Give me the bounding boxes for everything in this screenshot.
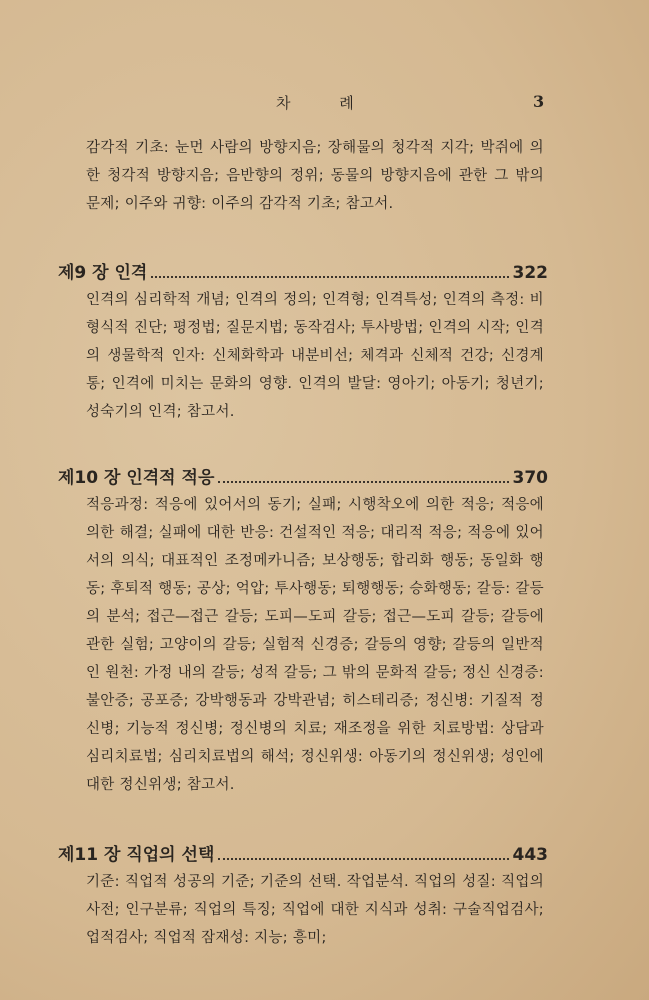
intro-text: 감각적 기초: 눈먼 사람의 방향지음; 장해물의 청각적 지각; 박쥐에 의한 청각적 방향지음; 음반향의 정위; 동물의 방향지음에 관한 그 밖의 문제; 이주와 귀향: 이주의 감각적 기초; 참고서. <box>86 140 544 212</box>
leader-dots <box>218 471 508 483</box>
leader-dots <box>218 848 508 860</box>
chapter-contents: 인격의 심리학적 개념; 인격의 정의; 인격형; 인격특성; 인격의 측정: 비형식적 진단; 평정법; 질문지법; 동작검사; 투사방법; 인격의 시작; 인격의 생물학적 인자: 신체화학과 내분비선; 체격과 신체적 건강; 신경계통; 인격에 미치는 문화의 영향. 인격의 발달: 영아기; 아동기; 청년기; 성숙기의 인격; 참고서. <box>86 292 544 420</box>
chapter-title: 제10 장 인격적 적응 <box>58 468 215 488</box>
chapter-heading <box>58 463 548 491</box>
chapter-heading <box>58 258 548 286</box>
chapter-page-number: 322 <box>512 263 548 283</box>
chapter-11 <box>58 840 548 952</box>
chapter-10 <box>58 463 548 799</box>
chapter-9 <box>58 258 548 426</box>
intro-section <box>58 134 548 218</box>
chapter-heading <box>58 840 548 868</box>
chapter-contents: 기준: 직업적 성공의 기준; 기준의 선택. 작업분석. 직업의 성질: 직업의 사전; 인구분류; 직업의 특징; 직업에 대한 지식과 성취: 구술직업검사; 업적검사; 직업적 잠재성: 지능; 흥미; <box>86 874 544 946</box>
chapter-title: 제9 장 인격 <box>58 263 148 283</box>
chapter-page-number: 370 <box>512 468 548 488</box>
toc-header-title: 차 례 <box>276 94 376 112</box>
chapter-contents: 적응과정: 적응에 있어서의 동기; 실패; 시행착오에 의한 적응; 적응에 의한 해결; 실패에 대한 반응: 건설적인 적응; 대리적 적응; 적응에 있어서의 의식; 대표적인 조정메카니즘; 보상행동; 합리화 행동; 동일화 행동; 후퇴적 행동; 공상; 억압; 투사행동; 퇴행행동; 승화행동; 갈등: 갈등의 분석; 접근—접근 갈등; 도피—도피 갈등; 접근—도피 갈등; 갈등에 관한 실험; 고양이의 갈등; 실험적 신경증; 갈등의 영향; 갈등의 일반적인 원천: 가정 내의 갈등; 성적 갈등; 그 밖의 문화적 갈등; 정신 신경증: 불안증; 공포증; 강박행동과 강박관념; 히스테리증; 정신병: 기질적 정신병; 기능적 정신병; 정신병의 치료; 재조정을 위한 치료방법: 상담과 심리치료법; 심리치료법의 해석; 정신위생: 아동기의 정신위생; 성인에 대한 정신위생; 참고서. <box>86 497 544 793</box>
page-number: 3 <box>533 92 545 111</box>
page-header <box>0 92 649 116</box>
chapter-title: 제11 장 직업의 선택 <box>58 845 215 865</box>
chapter-page-number: 443 <box>512 845 548 865</box>
leader-dots <box>151 266 508 278</box>
